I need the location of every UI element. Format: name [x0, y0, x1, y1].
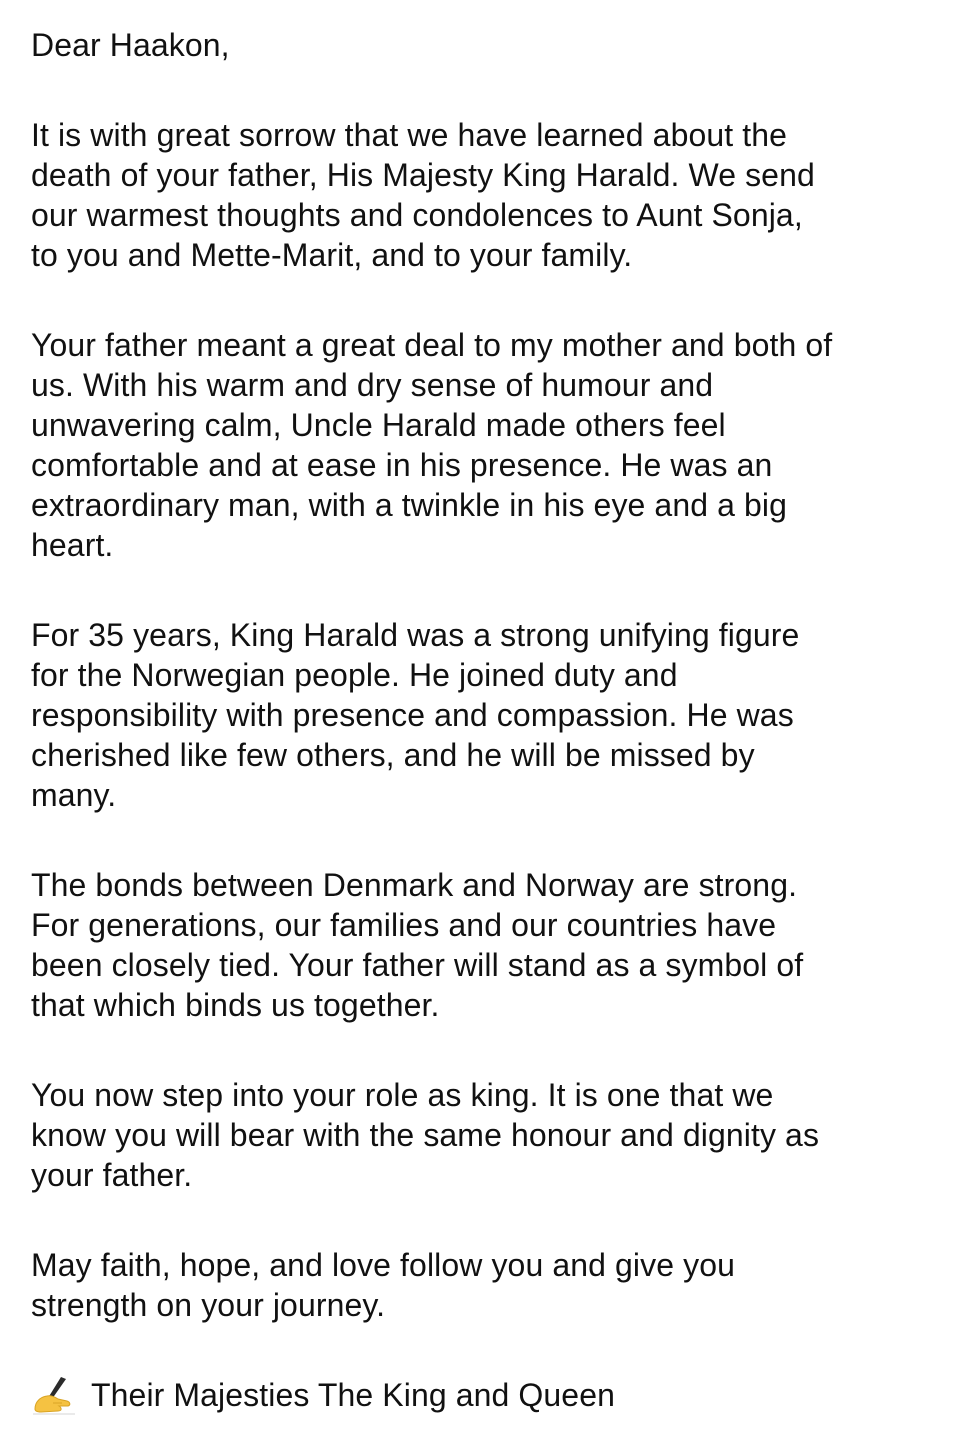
note-body	[31, 25, 946, 1415]
greeting: Dear Haakon,	[31, 27, 230, 63]
paragraph-blessing: May faith, hope, and love follow you and give you strength on your journey.	[31, 1247, 736, 1323]
paragraph-condolences: It is with great sorrow that we have learned about the death of your father, His Majesty King Harald. We send our warmest thoughts and condolences to Aunt Sonja, to you and Mette-Marit, and to your family.	[31, 117, 815, 273]
signature-text: Their Majesties The King and Queen	[91, 1377, 615, 1413]
paragraph-tribute: Your father meant a great deal to my mother and both of us. With his warm and dry sense of humour and unwavering calm, Uncle Harald made others feel comfortable and at ease in his presence. He was an extraordinary man, with a twinkle in his eye and a big heart.	[31, 327, 833, 563]
paragraph-bonds: The bonds between Denmark and Norway are strong. For generations, our families and our countries have been closely tied. Your father will stand as a symbol of that which binds us together.	[31, 867, 804, 1023]
paragraph-legacy: For 35 years, King Harald was a strong unifying figure for the Norwegian people. He joined duty and responsibility with presence and compassion. He was cherished like few others, and he will be missed by many.	[31, 617, 800, 813]
signature-line	[31, 1375, 946, 1415]
writing-hand-icon	[31, 1375, 77, 1415]
paragraph-new-king: You now step into your role as king. It is one that we know you will bear with the same honour and dignity as your father.	[31, 1077, 820, 1193]
